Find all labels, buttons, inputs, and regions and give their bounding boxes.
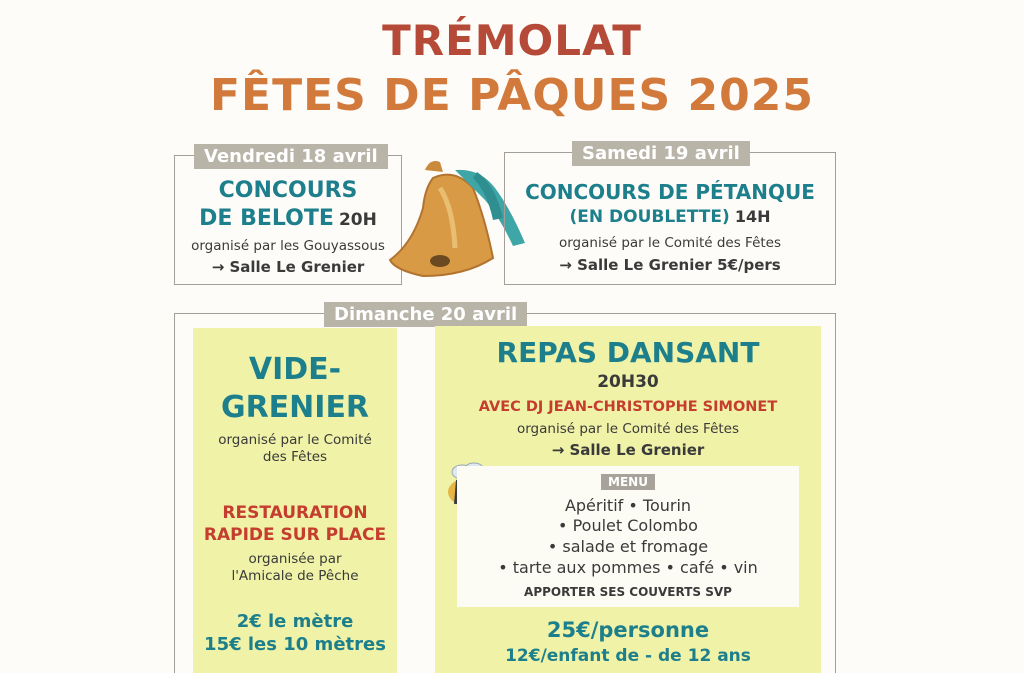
food-organizer-1: organisée par [248,551,342,567]
repas-price-child: 12€/enfant de - de 12 ans [505,646,751,666]
menu-note: APPORTER SES COUVERTS SVP [524,585,732,599]
town-title: TRÉMOLAT [382,16,642,65]
repas-place: → Salle Le Grenier [551,441,705,459]
menu-label-wrap [457,471,799,490]
repas-organizer: organisé par le Comité des Fêtes [516,421,740,437]
friday-title-2-row [174,206,402,231]
menu-item: Apéritif • Tourin [564,496,692,515]
food-title-2: RAPIDE SUR PLACE [203,525,387,545]
friday-title-2: DE BELOTE [199,206,334,231]
food-title-1: RESTAURATION [222,503,368,523]
vide-grenier-organizer-1: organisé par le Comité [218,432,372,448]
repas-title: REPAS DANSANT [496,336,760,369]
saturday-place: → Salle Le Grenier 5€/pers [559,256,781,274]
menu-item: • tarte aux pommes • café • vin [498,558,758,577]
friday-place: → Salle Le Grenier [211,258,365,276]
price-per-meter: 2€ le mètre [236,611,354,632]
repas-dj: AVEC DJ JEAN-CHRISTOPHE SIMONET [478,399,778,415]
sunday-date-tag: Dimanche 20 avril [324,302,527,327]
price-ten-meters: 15€ les 10 mètres [204,634,386,655]
saturday-title-2: (EN DOUBLETTE) [569,207,730,227]
repas-time: 20H30 [597,372,659,392]
vide-grenier-title-1: VIDE- [248,352,342,387]
saturday-title-2-row [504,207,836,227]
event-title: FÊTES DE PÂQUES 2025 [209,70,814,121]
friday-time: 20H [338,210,377,230]
saturday-date-tag: Samedi 19 avril [572,141,750,166]
menu-item: • salade et fromage [547,537,709,556]
saturday-time: 14H [734,207,771,226]
vide-grenier-title-2: GRENIER [220,390,370,425]
menu-item: • Poulet Colombo [558,516,698,535]
saturday-title-1: CONCOURS DE PÉTANQUE [525,180,815,204]
menu-label: MENU [601,474,655,490]
friday-date-tag: Vendredi 18 avril [194,144,388,169]
vide-grenier-organizer-2: des Fêtes [262,449,328,465]
food-organizer-2: l'Amicale de Pêche [231,568,359,584]
friday-title-1: CONCOURS [218,178,358,203]
saturday-organizer: organisé par le Comité des Fêtes [558,235,782,251]
repas-price-adult: 25€/personne [546,618,710,642]
friday-organizer: organisé par les Gouyassous [191,238,385,254]
